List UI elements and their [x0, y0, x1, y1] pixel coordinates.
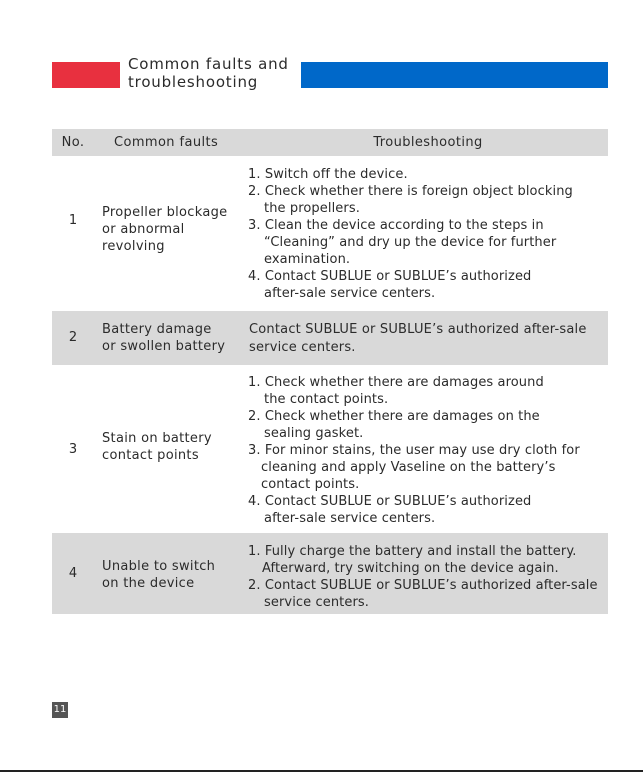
page-number: 11: [52, 702, 68, 718]
row-number: 3: [68, 442, 78, 457]
section-title: [128, 55, 300, 91]
row-number: 2: [68, 330, 78, 345]
step-item: 1. Check whether there are damages around the contact points.: [248, 375, 544, 407]
step-item: 1. Switch off the device.: [248, 167, 408, 182]
table-row: [52, 365, 608, 533]
section-title-line-1: Common faults and: [128, 55, 289, 73]
step-item: 4. Contact SUBLUE or SUBLUE’s authorized after-sale service centers.: [248, 269, 532, 301]
troubleshooting-line: service centers.: [249, 339, 356, 355]
step-item: 2. Contact SUBLUE or SUBLUE’s authorized after-sale service centers.: [248, 578, 598, 610]
troubleshooting-text: [249, 321, 604, 356]
fault-line: Propeller blockage: [102, 205, 228, 220]
fault-line: contact points: [102, 448, 199, 463]
table-row: [52, 533, 608, 614]
step-item: 3. For minor stains, the user may use dry cloth for cleaning and apply Vaseline on the battery’s contact points.: [248, 443, 580, 492]
step-item: 4. Contact SUBLUE or SUBLUE’s authorized after-sale service centers.: [248, 494, 532, 526]
step-item: 2. Check whether there is foreign object blocking the propellers.: [248, 184, 573, 216]
fault-line: on the device: [102, 576, 195, 591]
troubleshooting-steps: [248, 543, 610, 611]
table-row: [52, 311, 608, 365]
column-header-no: No.: [61, 135, 85, 150]
table-row: [52, 156, 608, 311]
troubleshooting-steps: [248, 374, 610, 527]
accent-bar-red: [52, 62, 120, 88]
fault-description: [102, 430, 232, 464]
row-number: 4: [68, 566, 78, 581]
column-header-faults: Common faults: [114, 135, 219, 150]
fault-line: revolving: [102, 239, 165, 254]
fault-description: [102, 204, 232, 255]
column-header-troubleshooting: Troubleshooting: [373, 135, 483, 150]
fault-line: Unable to switch: [102, 559, 216, 574]
fault-description: [102, 321, 232, 355]
step-item: 3. Clean the device according to the steps in “Cleaning” and dry up the device for further examination.: [248, 218, 557, 267]
step-item: 1. Fully charge the battery and install the battery. Afterward, try switching on the device again.: [248, 544, 577, 576]
step-item: 2. Check whether there are damages on the sealing gasket.: [248, 409, 540, 441]
accent-bar-blue: [301, 62, 608, 88]
row-number: 1: [68, 213, 78, 228]
table-header: [52, 129, 608, 156]
fault-line: or abnormal: [102, 222, 185, 237]
fault-line: or swollen battery: [102, 339, 226, 354]
troubleshooting-steps: [248, 166, 610, 302]
fault-line: Battery damage: [102, 322, 212, 337]
section-title-line-2: troubleshooting: [128, 73, 259, 91]
fault-description: [102, 558, 232, 592]
fault-line: Stain on battery: [102, 431, 212, 446]
troubleshooting-line: Contact SUBLUE or SUBLUE’s authorized after-sale: [249, 322, 587, 337]
